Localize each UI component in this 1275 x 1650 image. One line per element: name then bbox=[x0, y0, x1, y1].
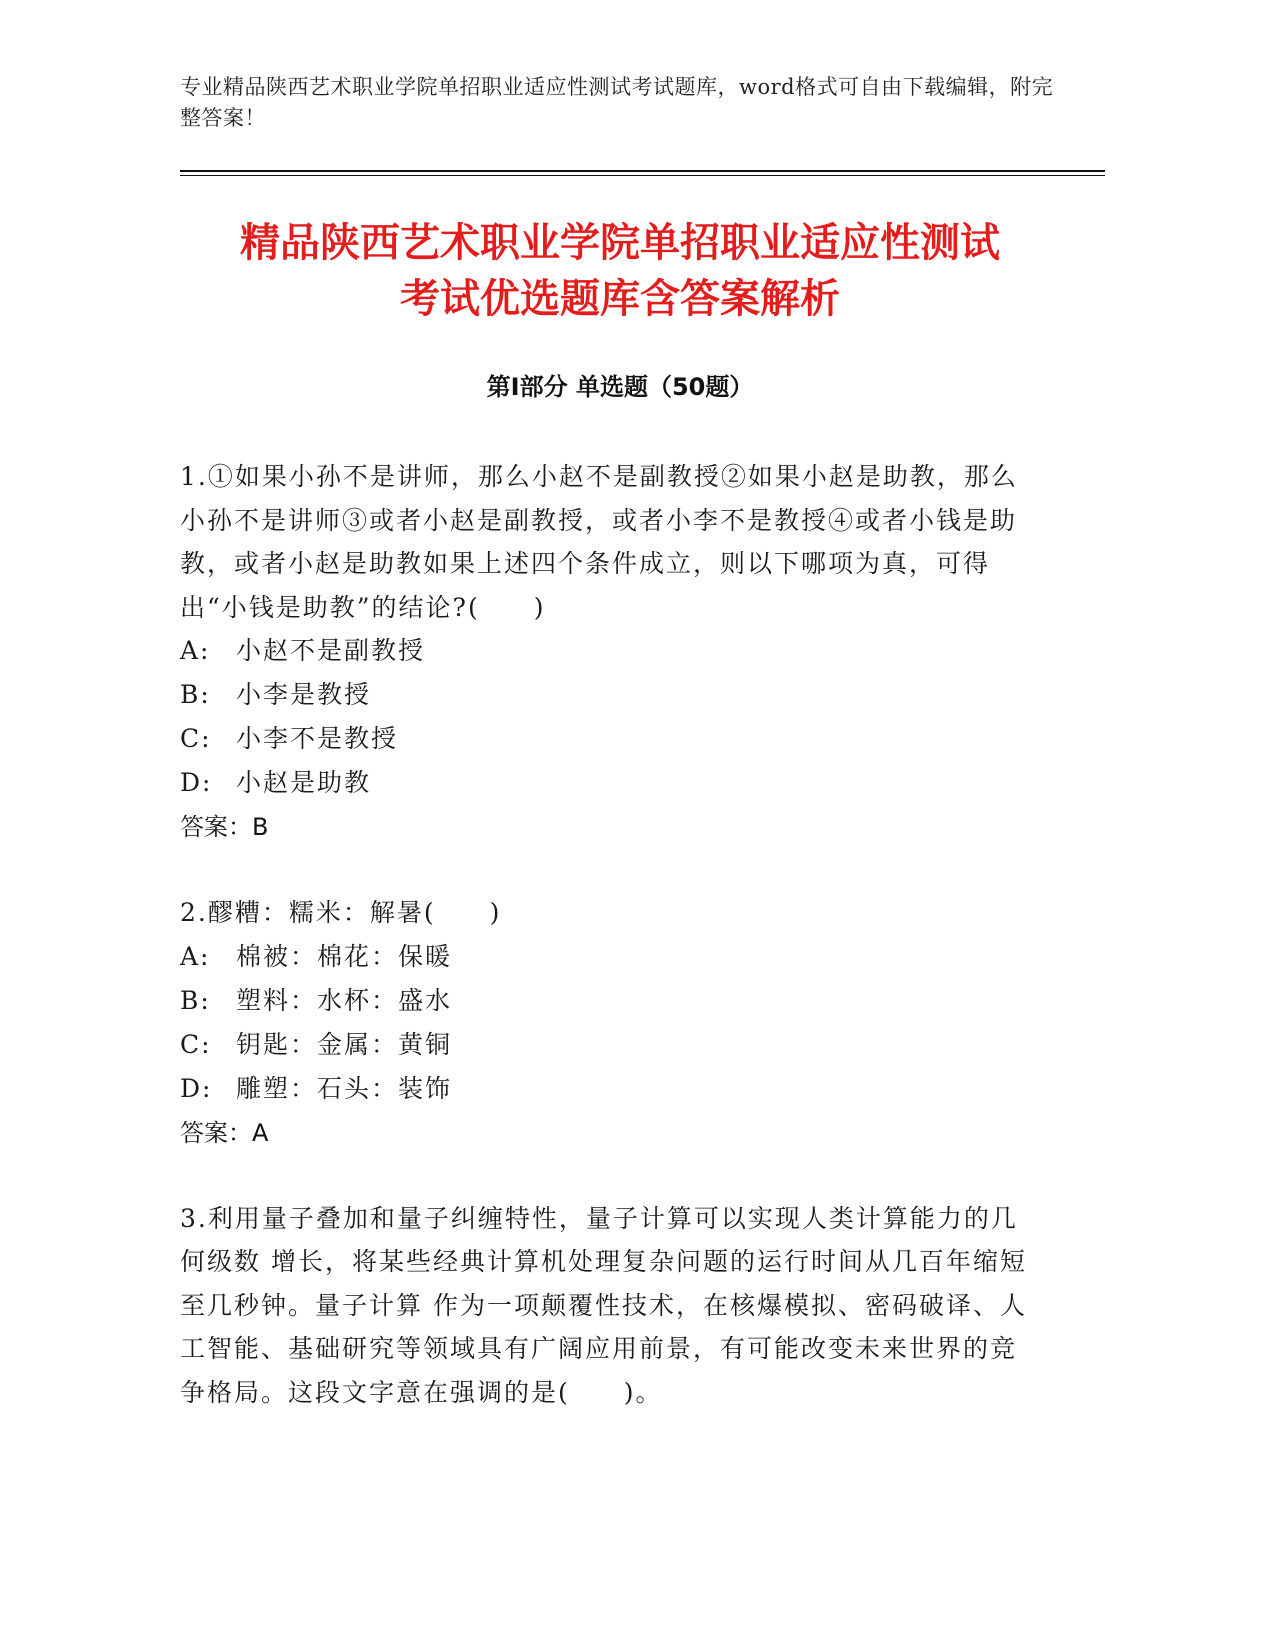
section-title: 第Ⅰ部分 单选题（50题） bbox=[486, 373, 754, 401]
document-title bbox=[180, 215, 1060, 327]
option-key: B: bbox=[180, 985, 211, 1015]
question-2 bbox=[180, 891, 1030, 1155]
option-a bbox=[180, 935, 1030, 979]
header-note: 专业精品陕西艺术职业学院单招职业适应性测试考试题库，word格式可自由下载编辑，附完整答案！ bbox=[180, 75, 1054, 130]
option-c bbox=[180, 717, 1030, 761]
document-title-line-2: 考试优选题库含答案解析 bbox=[400, 276, 840, 322]
option-text: 小赵不是副教授 bbox=[236, 636, 426, 665]
option-key: B: bbox=[180, 680, 211, 709]
option-text: 小李是教授 bbox=[236, 680, 372, 709]
question-list bbox=[180, 455, 1030, 1456]
option-b bbox=[180, 979, 1030, 1023]
question-3 bbox=[180, 1197, 1030, 1415]
option-text: 棉被：棉花：保暖 bbox=[236, 941, 453, 971]
option-key: A: bbox=[180, 636, 211, 665]
option-d bbox=[180, 1067, 1030, 1111]
option-key: D: bbox=[180, 768, 213, 797]
option-text: 雕塑：石头：装饰 bbox=[236, 1073, 453, 1103]
option-key: C: bbox=[180, 1029, 212, 1059]
answer-line: 答案：B bbox=[180, 813, 269, 841]
question-1 bbox=[180, 455, 1030, 849]
document-title-line-1: 精品陕西艺术职业学院单招职业适应性测试 bbox=[240, 220, 1000, 266]
option-b bbox=[180, 673, 1030, 717]
option-key: C: bbox=[180, 724, 212, 753]
header-divider-thick bbox=[180, 170, 1105, 172]
option-key: A: bbox=[180, 941, 211, 971]
option-text: 小李不是教授 bbox=[236, 724, 399, 753]
option-d bbox=[180, 761, 1030, 805]
option-text: 塑料：水杯：盛水 bbox=[236, 985, 453, 1015]
header-divider-thin bbox=[180, 175, 1105, 176]
answer-line: 答案：A bbox=[180, 1118, 269, 1147]
option-text: 小赵是助教 bbox=[236, 768, 372, 797]
option-a bbox=[180, 629, 1030, 673]
question-stem: 2.醪糟：糯米：解暑( ) bbox=[180, 898, 502, 927]
question-stem: 3.利用量子叠加和量子纠缠特性，量子计算可以实现人类计算能力的几何级数 增长，将某些经典计算机处理复杂问题的运行时间从几百年缩短至几秒钟。量子计算 作为一项颠覆性技术，在核爆模拟、密码破译、人工智能、基础研究等领域具有广阔应用前景，有可能改变未来世界的竞争格局。这段文字意在强调的是( )。 bbox=[180, 1203, 1027, 1407]
option-key: D: bbox=[180, 1073, 213, 1103]
option-c bbox=[180, 1023, 1030, 1067]
question-stem: 1.①如果小孙不是讲师，那么小赵不是副教授②如果小赵是助教，那么小孙不是讲师③或者小赵是副教授，或者小李不是教授④或者小钱是助教，或者小赵是助教如果上述四个条件成立，则以下哪项为真，可得出“小钱是助教”的结论?( ) bbox=[180, 462, 1018, 622]
option-text: 钥匙：金属：黄铜 bbox=[236, 1029, 453, 1059]
